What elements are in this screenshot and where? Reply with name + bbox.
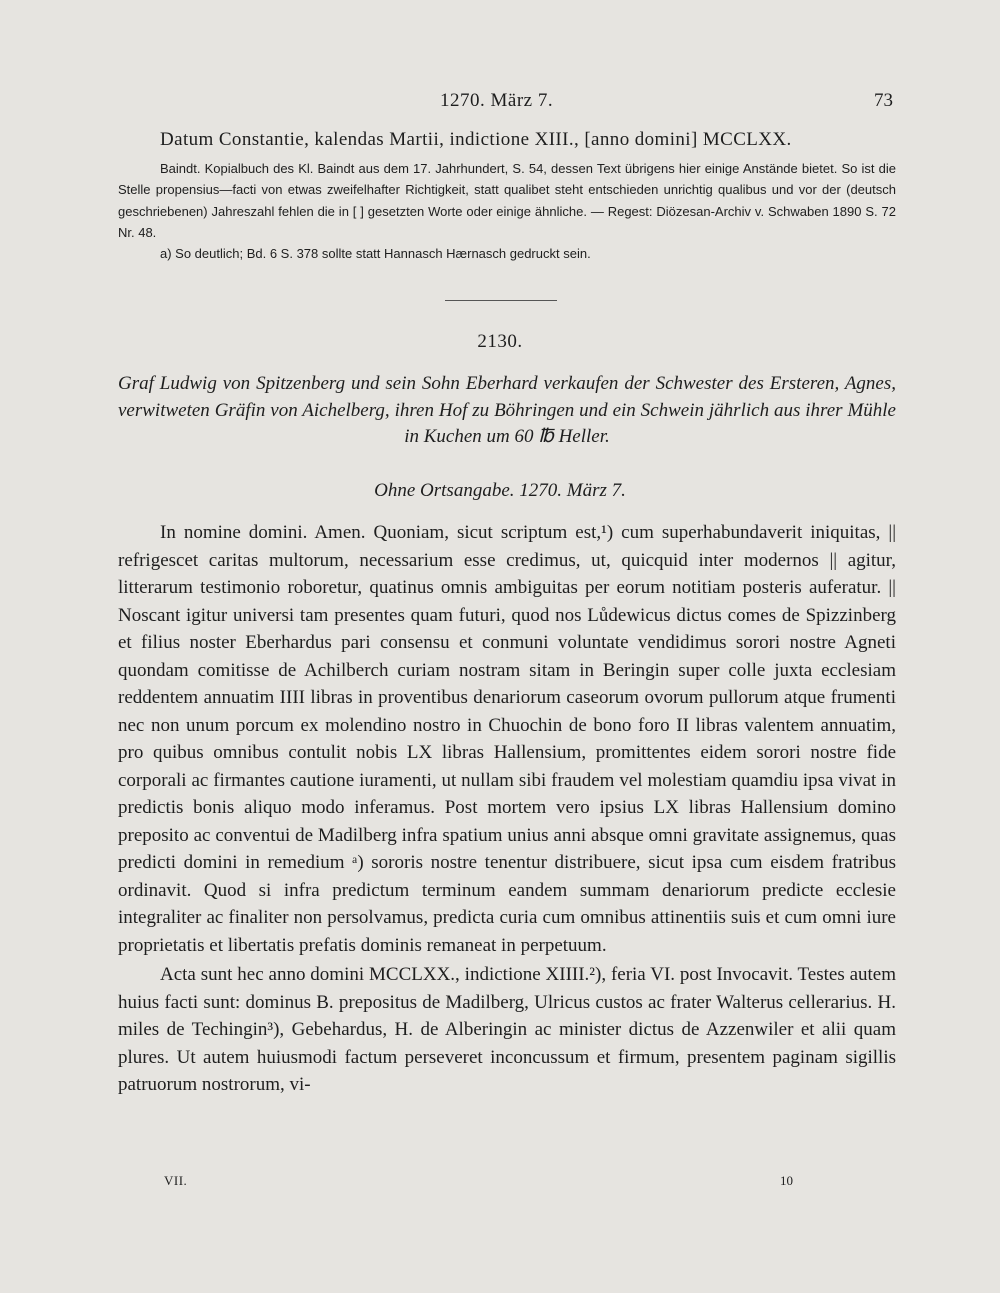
running-head xyxy=(440,90,893,116)
charter-paragraph-2: Acta sunt hec anno domini MCCLXX., indictione XIIII.²), feria VI. post Invocavit. Testes autem huius facti sunt: dominus B. prepositus de Madilberg, Ulricus custos ac frater Walterus cellerarius. H. miles de Techingin³), Gebehardus, H. de Alberingin ac minister dictus de Azzenwiler et alii quam plures. Ut autem huiusmodi factum perseveret inconcussum et firmum, presentem paginam sigillis patruorum nostrorum, vi- xyxy=(118,964,896,1095)
page-number: 73 xyxy=(874,90,893,111)
charter-text xyxy=(118,519,896,1099)
regest-summary: Graf Ludwig von Spitzenberg und sein Sohn Eberhard verkaufen der Schwester des Ersteren, Agnes, verwitweten Gräfin von Aichelberg, ihren Hof zu Böhringen und ein Schwein jährlich aus ihrer Mühle in Kuchen um 60 ℔ Heller. xyxy=(118,373,896,447)
signature-mark: VII. xyxy=(164,1173,188,1188)
footnote-a: a) So deutlich; Bd. 6 S. 378 sollte statt Hannasch Hærnasch gedruckt sein. xyxy=(160,246,591,262)
document-number: 2130. xyxy=(477,331,523,352)
running-head-date: 1270. März 7. xyxy=(440,90,554,111)
dating-line: Datum Constantie, kalendas Martii, indictione XIII., [anno domini] MCCLXX. xyxy=(160,129,792,150)
sheet-number: 10 xyxy=(780,1173,793,1188)
charter-paragraph-1: In nomine domini. Amen. Quoniam, sicut scriptum est,¹) cum superhabundaverit iniquitas, || refrigescet caritas multorum, necessarium esse credimus, ut, quicquid inter modernos || agitur, litterarum testimonio roboretur, quatinus omnis ambiguitas per eorum notitiam posteris auferatur. || Noscant igitur universi tam presentes quam futuri, quod nos Lůdewicus dictus comes de Spizzinberg et filius noster Eberhardus pari consensu et conmuni voluntate vendidimus sorori nostre Agneti quondam comitisse de Achilberch curiam nostram sitam in Beringin super colle juxta ecclesiam reddentem annuatim IIII libras in proventibus denariorum caseorum ovorum pullorum atque frumenti nec non unum porcum ex molendino nostro in Chuochin de bono foro II libras valentem annuatim, pro quibus omnibus contulit nobis LX libras Hallensium, promittentes eidem sorori nostre fide corporali ac firmantes cautione iuramenti, ut nullam sibi fraudem vel molestiam quamdiu ipsa vivat in predictis bonis aliquo modo inferamus. Post mortem vero ipsius LX libras Hallensium domino preposito ac conventui de Madilberg infra spatium unius anni absque omni gravitate assignemus, quas predicti domini in remedium ᵃ) sororis nostre tenentur distribuere, sicut ipsa cum eisdem fratribus ordinavit. Quod si infra predictum terminum eandem summam denariorum predicte ecclesie integraliter ac finaliter non persolvamus, predicta curia cum omnibus attinentiis suis et cum omni iure proprietatis et libertatis prefatis dominis remaneat in perpetuum. xyxy=(118,522,896,956)
section-divider xyxy=(445,300,557,301)
source-notes xyxy=(118,158,896,264)
source-note: Baindt. Kopialbuch des Kl. Baindt aus dem 17. Jahrhundert, S. 54, dessen Text übrigens hier einige Anstände bietet. So ist die Stelle propensius—facti von etwas zweifelhafter Richtigkeit, statt qualibet steht entschieden unrichtig qualibus und vor der (deutsch geschriebenen) Jahreszahl fehlen die in [ ] gesetzten Worte oder einige ähnliche. — Regest: Diözesan-Archiv v. Schwaben 1890 S. 72 Nr. 48. xyxy=(118,161,896,240)
place-date-line: Ohne Ortsangabe. 1270. März 7. xyxy=(374,480,626,501)
